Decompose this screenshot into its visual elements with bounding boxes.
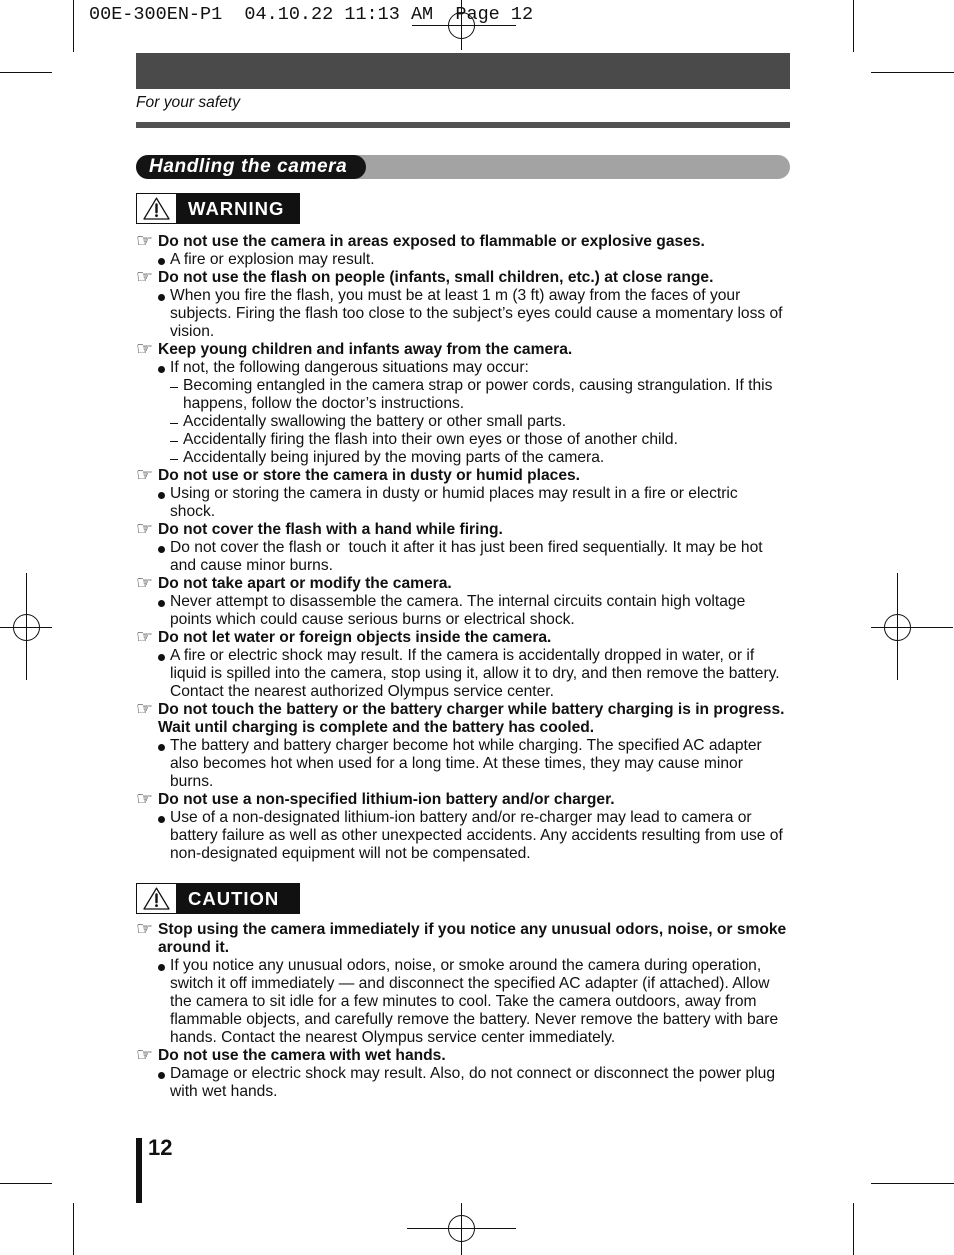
warning-item [136,233,816,269]
dash-icon [170,423,178,424]
page-number-bar [136,1138,142,1203]
bullet-icon [158,654,165,661]
heading-text: Wait until charging is complete and the battery has cooled. [158,719,595,736]
heading-text: Do not touch the battery or the battery charger while battery charging is in progress. [158,701,785,718]
header-rule [136,122,790,128]
heading-text: Do not use the camera in areas exposed to flammable or explosive gases. [158,233,705,250]
dash-text: Accidentally firing the flash into their own eyes or those of another child. [183,431,678,448]
bullet-text: Do not cover the flash or touch it after it has just been fired sequentially. It may be hot [170,539,763,556]
warning-item [136,629,816,701]
crop-mark-top-left [0,0,74,73]
heading-text: around it. [158,939,230,956]
bullet-line [136,993,816,1011]
bullet-line [136,503,816,521]
bullet-line [136,737,816,755]
bullet-text: flammable objects, and carefully remove the battery. Never remove the battery with bare [170,1011,779,1028]
dash-icon [170,441,178,442]
registration-mark-bottom [407,1203,516,1255]
bullet-icon [158,366,165,373]
bullet-line [136,975,816,993]
caution-list [136,921,816,1101]
bullet-text: hands. Contact the nearest Olympus service center immediately. [170,1029,616,1046]
bullet-text: If you notice any unusual odors, noise, or smoke around the camera during operation, [170,957,762,974]
item-heading-line [136,269,816,287]
heading-text: Do not take apart or modify the camera. [158,575,452,592]
bullet-line [136,647,816,665]
bullet-text: with wet hands. [170,1083,278,1100]
item-heading-line [136,701,816,719]
bullet-line [136,485,816,503]
warning-item [136,701,816,791]
pointing-hand-icon [136,268,153,286]
item-heading-line [136,939,816,957]
dash-text: Becoming entangled in the camera strap or power cords, causing strangulation. If this [183,377,773,394]
bullet-line [136,845,816,863]
bullet-line [136,557,816,575]
bullet-line [136,611,816,629]
dash-icon [170,459,178,460]
warning-label [136,193,300,224]
bullet-icon [158,744,165,751]
heading-text: Do not let water or foreign objects inside the camera. [158,629,552,646]
pointing-hand-icon [136,790,153,808]
dash-text: happens, follow the doctor’s instructions. [183,395,465,412]
heading-text: Do not use a non-specified lithium-ion battery and/or charger. [158,791,615,808]
print-slug: 00E-300EN-P1 04.10.22 11:13 AM Page 12 [89,4,534,25]
pointing-hand-icon [136,340,153,358]
item-heading-line [136,467,816,485]
bullet-text: shock. [170,503,216,520]
pointing-hand-icon [136,520,153,538]
bullet-text: subjects. Firing the flash too close to the subject’s eyes could cause a momentary loss of [170,305,783,322]
bullet-icon [158,258,165,265]
bullet-text: non-designated equipment will not be compensated. [170,845,531,862]
bullet-icon [158,294,165,301]
item-heading-line [136,521,816,539]
bullet-text: the camera to sit idle for a few minutes to cool. Take the camera outdoors, away from [170,993,757,1010]
bullet-line [136,957,816,975]
bullet-text: A fire or explosion may result. [170,251,375,268]
pointing-hand-icon [136,920,153,938]
warning-item [136,521,816,575]
chapter-title: For your safety [136,94,240,111]
item-heading-line [136,575,816,593]
section-title: Handling the camera [149,156,348,177]
bullet-line [136,755,816,773]
bullet-line [136,1011,816,1029]
bullet-text: When you fire the flash, you must be at least 1 m (3 ft) away from the faces of your [170,287,741,304]
bullet-text: also becomes hot when used for a long time. At these times, they may cause minor [170,755,743,772]
pointing-hand-icon [136,700,153,718]
dash-line [136,377,816,395]
bullet-line [136,665,816,683]
item-heading-line [136,921,816,939]
warning-item [136,269,816,341]
dash-text: Accidentally swallowing the battery or other small parts. [183,413,567,430]
bullet-icon [158,816,165,823]
bullet-line [136,251,816,269]
bullet-text: switch it off immediately — and disconnect the specified AC adapter (if attached). Allow [170,975,770,992]
bullet-line [136,773,816,791]
warning-triangle-icon [137,194,176,223]
bullet-line [136,683,816,701]
bullet-text: The battery and battery charger become hot while charging. The specified AC adapter [170,737,762,754]
heading-text: Keep young children and infants away from the camera. [158,341,573,358]
bullet-text: A fire or electric shock may result. If the camera is accidentally dropped in water, or if [170,647,755,664]
heading-text: Do not use the flash on people (infants, small children, etc.) at close range. [158,269,714,286]
warning-item [136,467,816,521]
bullet-text: Using or storing the camera in dusty or humid places may result in a fire or electric [170,485,738,502]
caution-label-text: CAUTION [176,884,299,913]
dash-line [136,449,816,467]
bullet-line [136,827,816,845]
bullet-icon [158,600,165,607]
bullet-text: vision. [170,323,215,340]
bullet-line [136,305,816,323]
bullet-text: liquid is spilled into the camera, stop using it, allow it to dry, and then remove the battery. [170,665,780,682]
caution-item [136,921,816,1047]
registration-mark-right [871,573,953,680]
item-heading-line [136,719,816,737]
bullet-text: If not, the following dangerous situations may occur: [170,359,529,376]
pointing-hand-icon [136,574,153,592]
bullet-line [136,593,816,611]
bullet-line [136,359,816,377]
bullet-line [136,1029,816,1047]
bullet-line [136,323,816,341]
bullet-icon [158,1072,165,1079]
crop-mark-top-right [854,0,954,73]
warning-label-text: WARNING [176,194,299,223]
crop-mark-bottom-left [0,1184,74,1255]
dash-text: Accidentally being injured by the moving parts of the camera. [183,449,605,466]
dash-line [136,413,816,431]
section-heading-pill [136,155,366,179]
crop-mark-bottom-right [854,1184,954,1255]
bullet-line [136,539,816,557]
item-heading-line [136,233,816,251]
item-heading-line [136,629,816,647]
bullet-text: battery failure as well as other unexpected accidents. Any accidents resulting from use of [170,827,783,844]
header-bar [136,53,790,89]
bullet-icon [158,492,165,499]
bullet-line [136,287,816,305]
heading-text: Do not use or store the camera in dusty or humid places. [158,467,580,484]
pointing-hand-icon [136,466,153,484]
caution-label [136,883,300,914]
bullet-text: Contact the nearest authorized Olympus service center. [170,683,554,700]
bullet-text: points which could cause serious burns or electrical shock. [170,611,575,628]
bullet-line [136,1083,816,1101]
warning-item [136,791,816,863]
dash-line [136,395,816,413]
bullet-line [136,809,816,827]
bullet-icon [158,964,165,971]
heading-text: Stop using the camera immediately if you notice any unusual odors, noise, or smoke [158,921,787,938]
page-number: 12 [148,1135,173,1160]
item-heading-line [136,341,816,359]
item-heading-line [136,1047,816,1065]
heading-text: Do not cover the flash with a hand while firing. [158,521,503,538]
item-heading-line [136,791,816,809]
bullet-text: Use of a non-designated lithium-ion battery and/or re-charger may lead to camera or [170,809,752,826]
warning-item [136,341,816,467]
bullet-line [136,1065,816,1083]
warning-triangle-icon [137,884,176,913]
heading-text: Do not use the camera with wet hands. [158,1047,446,1064]
bullet-text: and cause minor burns. [170,557,333,574]
warning-list [136,233,816,863]
dash-icon [170,387,178,388]
warning-item [136,575,816,629]
pointing-hand-icon [136,232,153,250]
caution-item [136,1047,816,1101]
bullet-icon [158,546,165,553]
bullet-text: Never attempt to disassemble the camera. The internal circuits contain high voltage [170,593,746,610]
bullet-text: Damage or electric shock may result. Also, do not connect or disconnect the power plug [170,1065,776,1082]
dash-line [136,431,816,449]
pointing-hand-icon [136,1046,153,1064]
pointing-hand-icon [136,628,153,646]
bullet-text: burns. [170,773,214,790]
registration-mark-left [0,573,52,680]
